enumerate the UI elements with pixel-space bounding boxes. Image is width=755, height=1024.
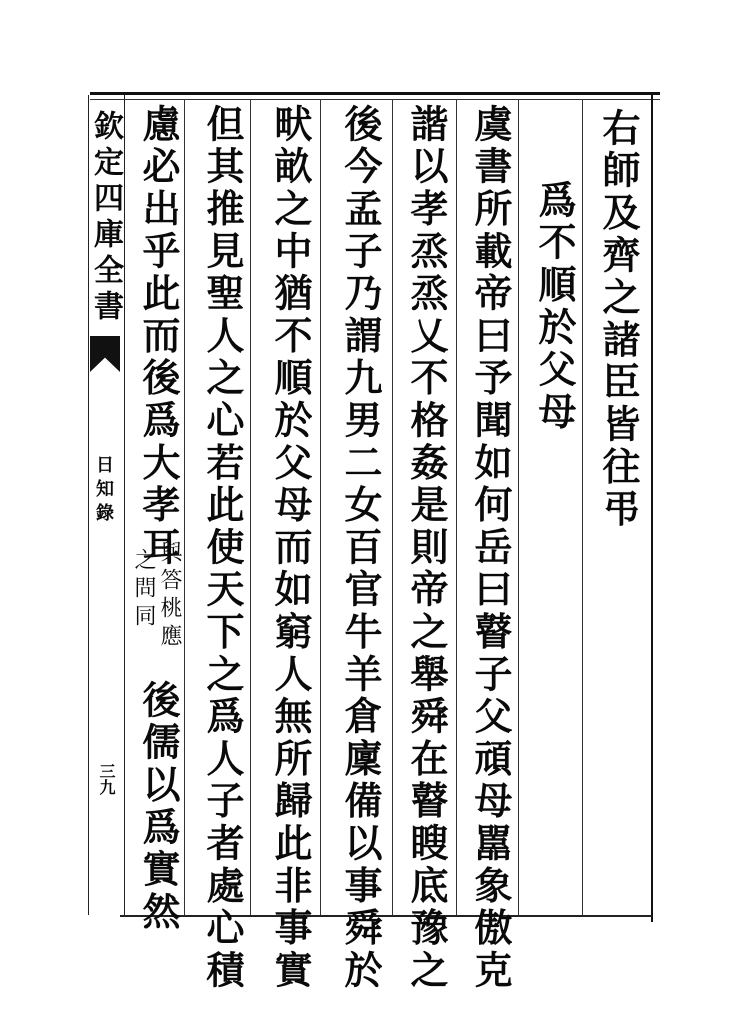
top-border-inner: [90, 99, 660, 100]
text-column-6: 畎畝之中猶不順於父母而如窮人無所歸此非事實: [268, 104, 313, 993]
text-column-2: 爲不順於父母: [532, 180, 577, 434]
margin-right-line: [124, 95, 125, 915]
text-column-7: 但其推見聖人之心若此使天下之爲人子者處心積: [200, 104, 245, 993]
column-divider: [392, 100, 393, 915]
note-column-1: 與答桃應: [157, 540, 182, 652]
note-column-2: 之問同: [131, 548, 156, 632]
margin-page-number: 三九: [97, 763, 116, 795]
margin-collection-title: 欽定四庫全書: [88, 110, 123, 326]
text-column-8: 慮必出乎此而後爲大孝耳: [136, 104, 181, 570]
column-divider: [582, 100, 583, 915]
text-column-5: 後今孟子乃謂九男二女百官牛羊倉廩備以事舜於: [338, 104, 383, 993]
column-divider: [184, 100, 185, 915]
text-column-4: 諧以孝烝烝乂不格姦是則帝之舉舜在瞽瞍底豫之: [404, 104, 449, 993]
column-divider: [250, 100, 251, 915]
margin-book-title: 日知錄: [93, 455, 114, 527]
column-divider: [518, 100, 519, 915]
text-column-3: 虞書所載帝曰予聞如何岳曰瞽子父頑母嚚象傲克: [468, 104, 513, 993]
right-border: [651, 94, 653, 922]
column-divider: [456, 100, 457, 915]
text-column-8-tail: 後儒以爲實然: [136, 680, 181, 934]
top-border: [90, 92, 660, 95]
column-divider: [320, 100, 321, 915]
text-column-1: 右師及齊之諸臣皆往弔: [596, 108, 641, 531]
fish-tail-mark: [90, 336, 120, 372]
